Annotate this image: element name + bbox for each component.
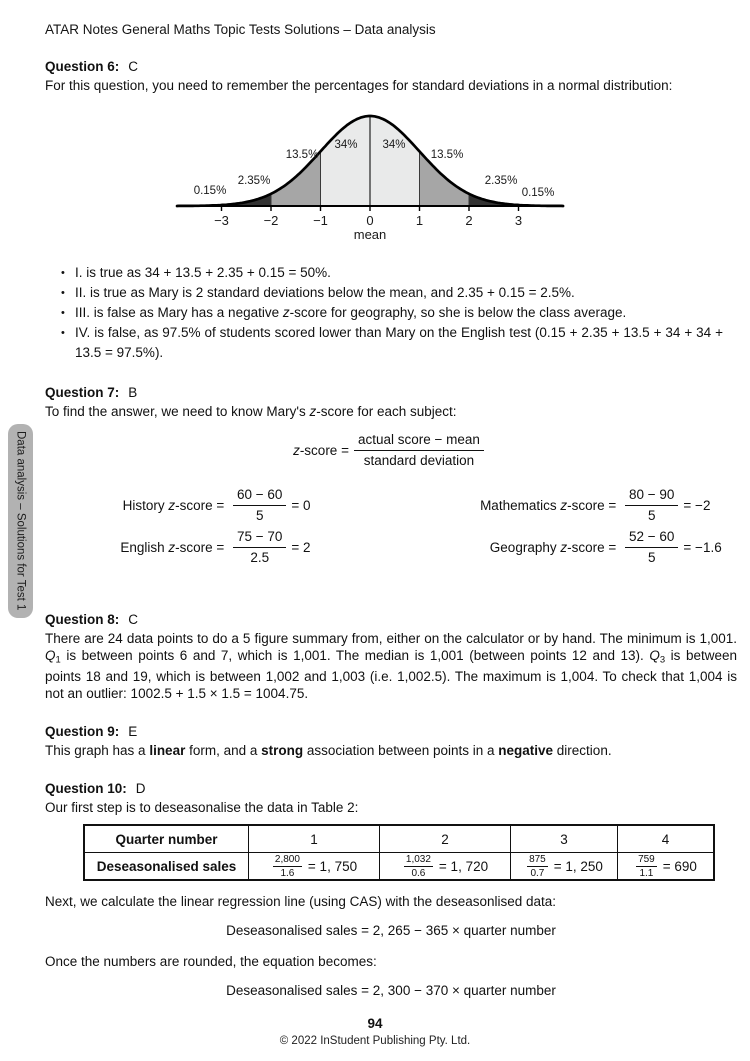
svg-text:0.15%: 0.15% [521, 187, 555, 199]
deseasonalised-q3-cell: $\frac{875}{0.7}$ = 1, 250 [511, 853, 618, 881]
copyright-text: © 2022 InStudent Publishing Pty. Ltd. [279, 1035, 471, 1047]
svg-text:2.35%: 2.35% [237, 175, 271, 187]
question-6-answer: C [128, 59, 139, 74]
svg-text:−3: −3 [214, 213, 229, 228]
svg-text:−2: −2 [263, 213, 279, 228]
quarter-2-header: 2 [380, 825, 511, 853]
question-6-bullet-list [45, 263, 737, 363]
document-header: ATAR Notes General Maths Topic Tests Solutions – Data analysis [45, 22, 436, 37]
svg-text:0.15%: 0.15% [193, 185, 227, 197]
svg-text:34%: 34% [334, 139, 358, 151]
quarter-1-header: 1 [249, 825, 380, 853]
bullet-text: III. is false as Mary has a negative z-score for geography, so she is below the class average. [75, 305, 627, 320]
svg-text:mean: mean [353, 227, 387, 242]
bullet-icon: • [61, 327, 65, 339]
svg-text:2: 2 [465, 213, 473, 228]
deseasonalised-q4-cell: $\frac{759}{1.1}$ = 690 [618, 853, 715, 881]
table-row-label: Deseasonalised sales [84, 853, 249, 881]
question-10-intro: Our first step is to deseasonalise the data in Table 2: [45, 800, 359, 816]
svg-text:2.35%: 2.35% [484, 175, 518, 187]
z-score-column-left [100, 487, 392, 566]
z-score-calculations [45, 487, 737, 566]
question-7-intro: To find the answer, we need to know Mary's z-score for each subject: [45, 404, 457, 419]
question-9-label: Question 9: [45, 724, 120, 740]
question-9-answer: E [128, 724, 138, 740]
deseasonalised-q1-cell: $\frac{2,800}{1.6}$ = 1, 750 [249, 853, 380, 881]
svg-text:1: 1 [415, 213, 424, 228]
bullet-icon: • [61, 307, 65, 319]
svg-text:13.5%: 13.5% [285, 149, 319, 161]
bullet-icon: • [61, 267, 65, 279]
bullet-item [45, 283, 737, 303]
bullet-item [45, 323, 737, 363]
bullet-item [45, 303, 737, 323]
z-score-geography: Geography z-score = $\frac{52 - 60}{5}$ = −1.6 [489, 529, 722, 565]
table-header-row [84, 825, 714, 853]
side-tab-data-analysis-solutions [8, 424, 33, 618]
bullet-text: II. is true as Mary is 2 standard deviations below the mean, and 2.35 + 0.15 = 2.5%. [75, 285, 575, 300]
formula-fraction: $\frac{\text{actual score − mean}}{\text{standard deviation}}$ [354, 432, 484, 469]
question-8-label: Question 8: [45, 612, 120, 627]
question-9-body: This graph has a linear form, and a strong association between points in a negative direction. [45, 743, 612, 759]
z-score-formula [45, 432, 737, 469]
question-6-label: Question 6: [45, 59, 120, 74]
regression-equation-1: Deseasonalised sales = 2, 265 − 365 × quarter number [226, 923, 556, 939]
table-header-label: Quarter number [84, 825, 249, 853]
question-7-answer: B [128, 385, 138, 400]
deseasonalised-q2-cell: $\frac{1,032}{0.6}$ = 1, 720 [380, 853, 511, 881]
normal-distribution-figure [170, 108, 570, 243]
z-score-mathematics: Mathematics z-score = $\frac{80 - 90}{5}$ = −2 [480, 487, 711, 523]
deseasonalised-sales-table [83, 824, 715, 881]
question-6-heading [45, 59, 737, 74]
regression-intro-text: Next, we calculate the linear regression line (using CAS) with the deseasonlised data: [45, 894, 557, 910]
page-footer [0, 1016, 750, 1047]
question-10-heading [45, 781, 737, 796]
page-number: 94 [367, 1016, 383, 1031]
svg-text:0: 0 [366, 213, 374, 228]
bullet-text: IV. is false, as 97.5% of students scored lower than Mary on the English test (0.15 + 2.35 + 13.5 + 34 + 34 + 13.5 = 97.5%). [75, 325, 723, 360]
z-score-column-right [452, 487, 722, 566]
svg-text:13.5%: 13.5% [430, 149, 464, 161]
question-7-heading [45, 385, 737, 400]
z-score-history: History z-score = $\frac{60 - 60}{5}$ = 0 [122, 487, 311, 523]
question-10-answer: D [135, 781, 146, 797]
formula-lhs: z-score = [293, 443, 349, 458]
svg-text:3: 3 [514, 213, 523, 228]
question-9-heading [45, 724, 737, 739]
svg-text:34%: 34% [382, 139, 406, 151]
bullet-item [45, 263, 737, 283]
question-8-body: There are 24 data points to do a 5 figure summary from, either on the calculator or by hand. The minimum is 1,001. $Q_1$ is between points 6 and 7, which is 1,001. The median is 1,001 (between points 12 and 13). $Q_3$ is between points 18 and 19, which is between 1,002 and 1,003 (i.e. 1,002.5). The maximum is 1,004. To check that 1,004 is not an outlier: 1002.5 + 1.5 × 1.5 = 1004.75. [45, 631, 738, 702]
table-data-row [84, 853, 714, 881]
svg-text:−1: −1 [313, 213, 328, 228]
bullet-text: I. is true as 34 + 13.5 + 2.35 + 0.15 = 50%. [75, 265, 331, 280]
normal-curve-svg [170, 108, 570, 243]
quarter-3-header: 3 [511, 825, 618, 853]
z-score-english: English z-score = $\frac{75 - 70}{2.5}$ = 2 [120, 529, 311, 565]
question-6-intro: For this question, you need to remember the percentages for standard deviations in a normal distribution: [45, 78, 673, 93]
bullet-icon: • [61, 287, 65, 299]
question-8-answer: C [128, 612, 139, 627]
side-tab-label: Data analysis – Solutions for Test 1 [14, 431, 27, 611]
question-10-label: Question 10: [45, 781, 127, 797]
rounding-text: Once the numbers are rounded, the equation becomes: [45, 954, 377, 970]
quarter-4-header: 4 [618, 825, 715, 853]
question-8-heading [45, 612, 737, 627]
question-7-label: Question 7: [45, 385, 120, 400]
regression-equation-2: Deseasonalised sales = 2, 300 − 370 × quarter number [226, 983, 556, 999]
